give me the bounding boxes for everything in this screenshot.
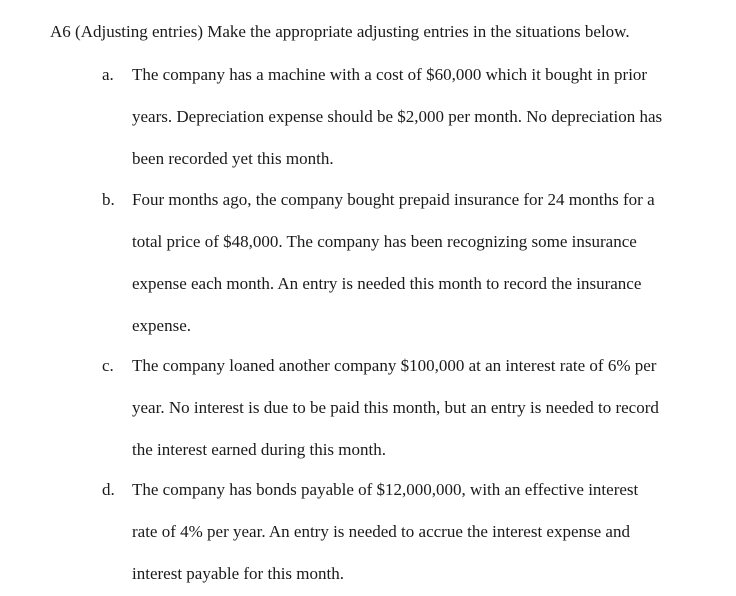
item-text-line: years. Depreciation expense should be $2,000 per month. No depreciation has	[132, 107, 663, 126]
item-text-line: expense each month. An entry is needed this month to record the insurance	[132, 274, 642, 293]
item-text-line: Four months ago, the company bought prepaid insurance for 24 months for a	[132, 190, 655, 209]
problem-heading: A6 (Adjusting entries) Make the appropriate adjusting entries in the situations below.	[50, 22, 630, 41]
item-text-line: The company has bonds payable of $12,000,000, with an effective interest	[132, 480, 639, 499]
item-letter: c.	[102, 356, 114, 375]
item-text-line: The company has a machine with a cost of $60,000 which it bought in prior	[132, 65, 648, 84]
item-text-line: total price of $48,000. The company has been recognizing some insurance	[132, 232, 637, 251]
item-text-line: the interest earned during this month.	[132, 440, 386, 459]
item-text-line: rate of 4% per year. An entry is needed to accrue the interest expense and	[132, 522, 630, 541]
item-letter: d.	[102, 480, 115, 499]
item-text-line: expense.	[132, 316, 192, 335]
item-text-line: The company loaned another company $100,000 at an interest rate of 6% per	[132, 356, 657, 375]
item-text-line: year. No interest is due to be paid this month, but an entry is needed to record	[132, 398, 659, 417]
item-text-line: been recorded yet this month.	[132, 149, 334, 168]
item-text-line: interest payable for this month.	[132, 564, 344, 583]
item-letter: b.	[102, 190, 115, 209]
item-letter: a.	[102, 65, 114, 84]
